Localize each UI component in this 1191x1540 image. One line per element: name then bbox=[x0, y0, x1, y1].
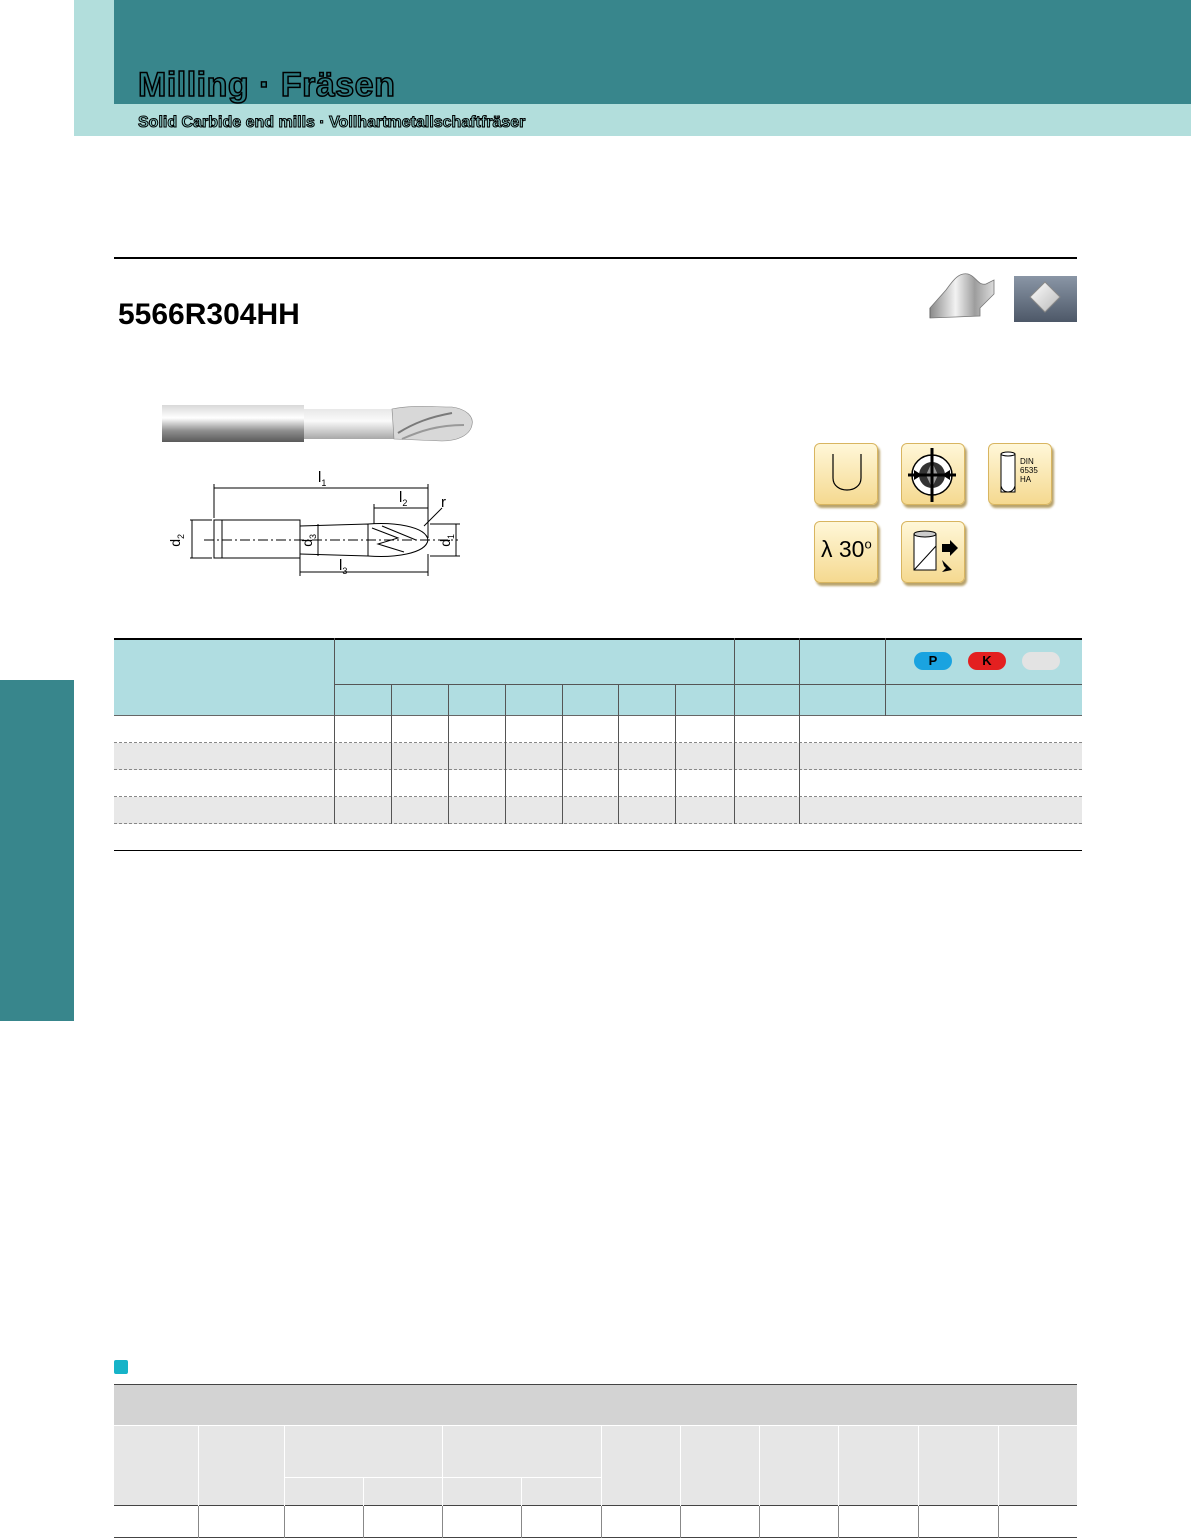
material-blank-badge bbox=[1022, 652, 1060, 670]
cutting-data-row bbox=[114, 1506, 1077, 1538]
four-flute-icon bbox=[901, 443, 965, 505]
page-title: Milling · Fräsen bbox=[138, 66, 396, 104]
din-standard-text: DIN 6535 HA bbox=[1020, 457, 1038, 484]
cutting-data-header bbox=[114, 1384, 1077, 1425]
tool-dimension-drawing bbox=[168, 466, 468, 578]
page-subtitle: Solid Carbide end mills · Vollhartmetallschaftfräser bbox=[138, 114, 526, 131]
table-header-row-2 bbox=[114, 684, 1082, 716]
cutting-data-subheader bbox=[114, 1425, 1077, 1506]
ball-nose-icon bbox=[814, 443, 878, 505]
table-row bbox=[114, 824, 1082, 851]
profile-milling-icon bbox=[928, 268, 996, 320]
table-bottom-rule bbox=[114, 850, 1082, 851]
din-standard-icon bbox=[988, 443, 1052, 505]
milling-direction-icon bbox=[901, 521, 965, 583]
label-l1: $l_1$ bbox=[318, 469, 327, 488]
helix-angle-label: λ 30$^o$ bbox=[821, 536, 872, 562]
table-row bbox=[114, 797, 1082, 824]
label-d1: $d_1$ bbox=[437, 533, 456, 547]
label-r: r bbox=[441, 494, 446, 511]
side-section-tab bbox=[0, 680, 74, 1021]
label-d2: $d_2$ bbox=[167, 533, 186, 547]
label-l3: $l_3$ bbox=[339, 557, 348, 576]
divider bbox=[114, 257, 1077, 259]
helix-angle-icon bbox=[814, 521, 878, 583]
material-p-badge: P bbox=[914, 652, 952, 670]
material-k-badge: K bbox=[968, 652, 1006, 670]
section-marker bbox=[114, 1360, 128, 1374]
tool-photo bbox=[162, 403, 474, 445]
insert-material-icon bbox=[1014, 276, 1077, 322]
table-row bbox=[114, 716, 1082, 743]
product-code: 5566R304HH bbox=[118, 298, 300, 331]
label-l2: $l_2$ bbox=[399, 489, 408, 508]
table-row bbox=[114, 743, 1082, 770]
table-row bbox=[114, 770, 1082, 797]
label-d3: $d_3$ bbox=[299, 533, 318, 547]
